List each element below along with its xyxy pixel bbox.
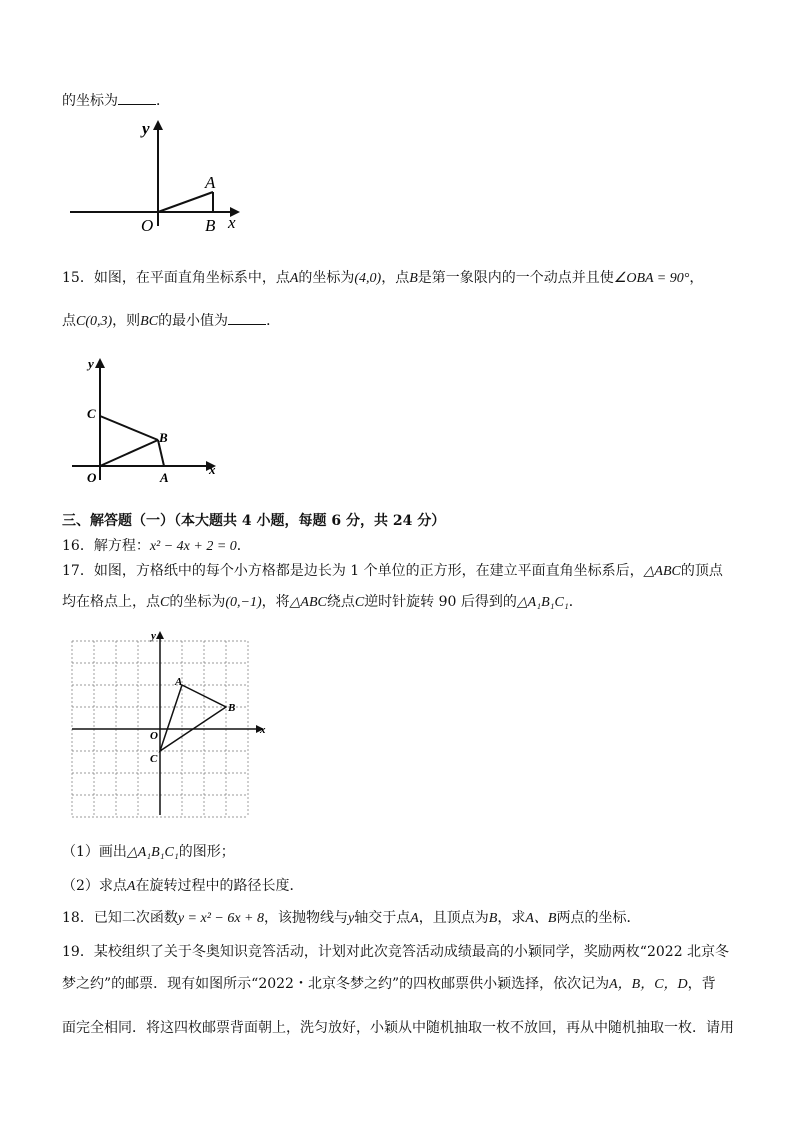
figure-q17 xyxy=(62,625,282,825)
segment-ob xyxy=(100,440,158,466)
origin-label: O xyxy=(150,730,158,742)
point-a-label: A xyxy=(175,676,183,688)
q19-line3: 面完全相同．将这四枚邮票背面朝上，洗匀放好，小颖从中随机抽取一枚不放回，再从中随机抽取一枚．请用 xyxy=(62,1020,734,1036)
q17-part2: （2）求点A在旋转过程中的路径长度． xyxy=(62,878,304,894)
origin-label: O xyxy=(87,470,97,485)
q14-answer-line: 的坐标为 ． xyxy=(62,90,170,111)
q17-line1: 17．如图，方格纸中的每个小方格都是边长为 1 个单位的正方形，在建立平面直角坐标系后，△ABC的顶点 xyxy=(62,563,723,579)
y-arrow xyxy=(95,358,105,368)
y-arrow xyxy=(153,120,163,130)
figure-q14 xyxy=(62,118,252,238)
y-label: y xyxy=(88,356,94,371)
point-c-label: C xyxy=(87,406,96,421)
q16: 16．解方程：x² − 4x + 2 = 0． xyxy=(62,538,251,554)
x-label: x xyxy=(228,213,236,232)
x-label: x xyxy=(260,724,266,736)
x-label: x xyxy=(209,462,216,477)
segment-cb xyxy=(100,416,158,440)
q19-line2: 梦之约”的邮票．现有如图所示“2022・北京冬梦之约”的四枚邮票供小颖选择，依次记为A，B，C，D，背 xyxy=(62,976,716,992)
segment-oa xyxy=(158,192,213,212)
y-label: y xyxy=(142,119,150,138)
point-b-label: B xyxy=(159,430,168,445)
point-b-label: B xyxy=(205,216,216,235)
y-label: y xyxy=(151,630,156,642)
q17-line2: 均在格点上，点C的坐标为(0,−1)，将△ABC绕点C逆时针旋转 90 后得到的△A₁B₁C₁． xyxy=(62,594,583,610)
q18: 18．已知二次函数y = x² − 6x + 8，该抛物线与y轴交于点A，且顶点为B，求A、B两点的坐标． xyxy=(62,910,641,926)
point-a-label: A xyxy=(205,173,216,192)
point-b-label: B xyxy=(228,702,236,714)
point-c-label: C xyxy=(150,753,158,765)
q19-line1: 19．某校组织了关于冬奥知识竞答活动，计划对此次竞答活动成绩最高的小颖同学，奖励两枚“2022 北京冬 xyxy=(62,944,730,960)
point-a-label: A xyxy=(160,470,169,485)
figure-q15 xyxy=(62,350,232,495)
y-arrow xyxy=(156,631,164,639)
q17-part1: （1）画出△A₁B₁C₁的图形； xyxy=(62,844,235,860)
q15-line2: 点C(0,3)，则BC的最小值为 ． xyxy=(62,310,280,332)
answer-blank[interactable] xyxy=(118,90,156,105)
answer-blank[interactable] xyxy=(228,310,266,325)
triangle-abc xyxy=(160,685,226,751)
section-title: 三、解答题（一）（本大题共 4 小题，每题 6 分，共 24 分） xyxy=(62,513,446,529)
q15-line1: 15．如图，在平面直角坐标系中，点A的坐标为(4,0)，点B是第一象限内的一个动点并且使∠OBA = 90°， xyxy=(62,270,704,286)
origin-label: O xyxy=(141,216,154,235)
